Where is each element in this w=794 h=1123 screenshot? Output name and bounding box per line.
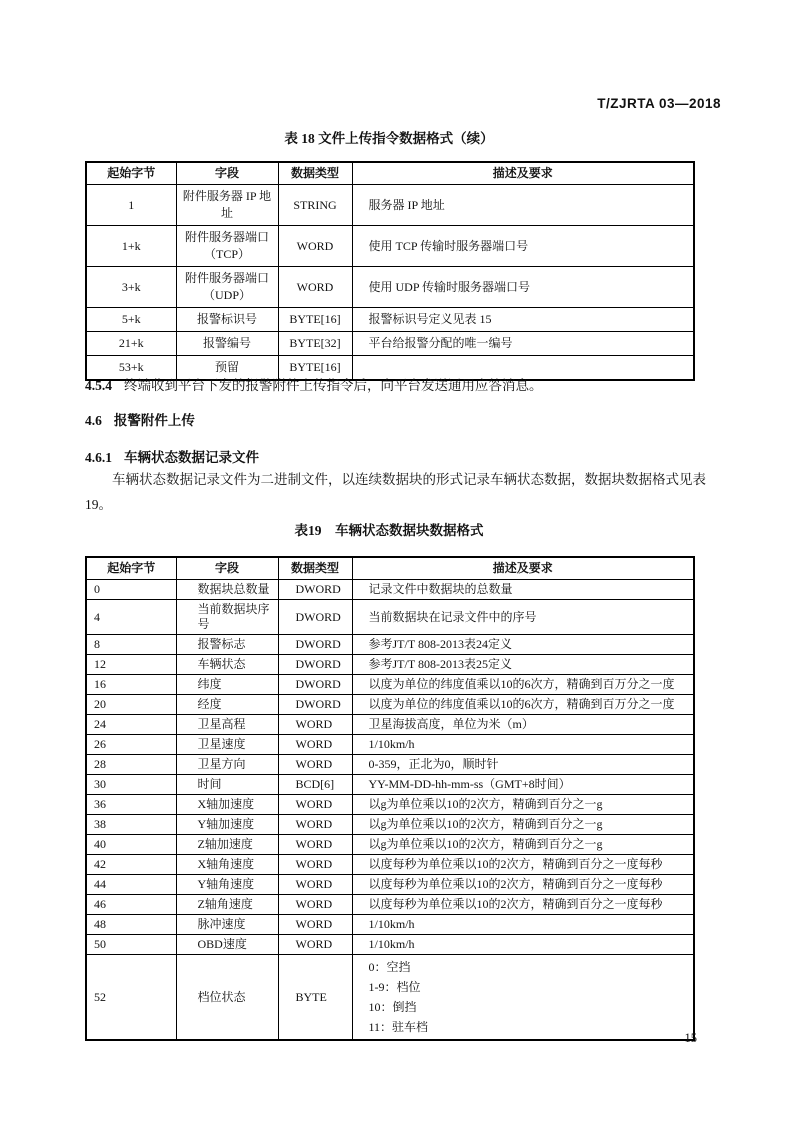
table-cell: OBD速度	[176, 935, 278, 955]
column-header: 字段	[176, 162, 278, 185]
table-cell: 21+k	[86, 332, 176, 356]
table-cell: 44	[86, 875, 176, 895]
clause-4-5-4-text: 终端收到平台下发的报警附件上传指令后，向平台发送通用应答消息。	[124, 378, 543, 393]
table-row	[86, 580, 694, 600]
table-cell: 使用 UDP 传输时服务器端口号	[352, 267, 694, 308]
table-cell: 报警标识号	[176, 308, 278, 332]
cell-line: 10：倒挡	[368, 1000, 417, 1014]
table-cell: 以度为单位的纬度值乘以10的6次方，精确到百万分之一度	[352, 675, 694, 695]
table-cell: 经度	[176, 695, 278, 715]
cell-line: 1-9：档位	[368, 980, 421, 994]
table-cell: DWORD	[278, 600, 352, 635]
table18-caption: 表 18 文件上传指令数据格式（续）	[284, 131, 494, 146]
table-cell: 报警标识号定义见表 15	[352, 308, 694, 332]
table-cell: 8	[86, 635, 176, 655]
table-cell: WORD	[278, 875, 352, 895]
table-cell: BCD[6]	[278, 775, 352, 795]
column-header: 起始字节	[86, 557, 176, 580]
table-row	[86, 695, 694, 715]
table-cell: DWORD	[278, 655, 352, 675]
table-cell: 5+k	[86, 308, 176, 332]
column-header: 描述及要求	[352, 557, 694, 580]
column-header: 数据类型	[278, 557, 352, 580]
heading-4-6-title: 报警附件上传	[113, 413, 195, 428]
table-row	[86, 875, 694, 895]
table-cell: 28	[86, 755, 176, 775]
table-row	[86, 735, 694, 755]
table-row	[86, 835, 694, 855]
table-cell: 0-359，正北为0，顺时针	[352, 755, 694, 775]
table-row	[86, 332, 694, 356]
table-cell: 纬度	[176, 675, 278, 695]
table-cell: 50	[86, 935, 176, 955]
table-cell: 平台给报警分配的唯一编号	[352, 332, 694, 356]
table-cell: 卫星高程	[176, 715, 278, 735]
table-cell: 1/10km/h	[352, 935, 694, 955]
heading-4-6-1	[85, 446, 710, 466]
table-cell: BYTE[16]	[278, 308, 352, 332]
table-cell: 以度每秒为单位乘以10的2次方，精确到百分之一度每秒	[352, 875, 694, 895]
table-cell: 车辆状态	[176, 655, 278, 675]
table-row	[86, 855, 694, 875]
table-cell: 附件服务器端口（UDP）	[176, 267, 278, 308]
table-row	[86, 185, 694, 226]
table-cell: 脉冲速度	[176, 915, 278, 935]
table-cell: 38	[86, 815, 176, 835]
table-cell: YY-MM-DD-hh-mm-ss（GMT+8时间）	[352, 775, 694, 795]
table-cell: 4	[86, 600, 176, 635]
table-19	[85, 556, 695, 1041]
table-cell: 30	[86, 775, 176, 795]
table-cell: WORD	[278, 735, 352, 755]
table-cell	[352, 955, 694, 1041]
table-cell: 附件服务器 IP 地址	[176, 185, 278, 226]
table-cell: 服务器 IP 地址	[352, 185, 694, 226]
table-cell: 12	[86, 655, 176, 675]
table-cell: WORD	[278, 935, 352, 955]
paragraph-4-6-1: 车辆状态数据记录文件为二进制文件，以连续数据块的形式记录车辆状态数据，数据块数据格式见表19。	[85, 472, 706, 512]
table-cell: 16	[86, 675, 176, 695]
table-row	[86, 935, 694, 955]
table-row	[86, 308, 694, 332]
table-cell: Y轴加速度	[176, 815, 278, 835]
table-cell: WORD	[278, 755, 352, 775]
table-cell: DWORD	[278, 635, 352, 655]
table-cell: 以度为单位的纬度值乘以10的6次方，精确到百万分之一度	[352, 695, 694, 715]
table-cell: 以度每秒为单位乘以10的2次方，精确到百分之一度每秒	[352, 855, 694, 875]
table-row	[86, 815, 694, 835]
table-cell: 24	[86, 715, 176, 735]
table-row	[86, 795, 694, 815]
table-cell: STRING	[278, 185, 352, 226]
table-cell: 卫星方向	[176, 755, 278, 775]
table-cell: WORD	[278, 895, 352, 915]
table-cell: WORD	[278, 226, 352, 267]
table-cell: WORD	[278, 815, 352, 835]
table-cell: 1/10km/h	[352, 915, 694, 935]
table-18	[85, 161, 695, 381]
table-cell: WORD	[278, 855, 352, 875]
header-row	[86, 162, 694, 185]
table-cell: DWORD	[278, 580, 352, 600]
table-cell: 以g为单位乘以10的2次方，精确到百分之一g	[352, 815, 694, 835]
table-cell: BYTE[32]	[278, 332, 352, 356]
table-cell: WORD	[278, 267, 352, 308]
table-cell: 53+k	[86, 356, 176, 381]
table-cell: 记录文件中数据块的总数量	[352, 580, 694, 600]
table-row	[86, 675, 694, 695]
table19-caption: 表19 车辆状态数据块数据格式	[294, 523, 484, 538]
table-row	[86, 655, 694, 675]
table-cell: Z轴加速度	[176, 835, 278, 855]
header-row	[86, 557, 694, 580]
table-row	[86, 955, 694, 1041]
heading-4-6	[85, 409, 710, 429]
table-cell: X轴角速度	[176, 855, 278, 875]
table-cell: WORD	[278, 715, 352, 735]
table-cell: DWORD	[278, 695, 352, 715]
table-cell: 52	[86, 955, 176, 1041]
table-cell: 以度每秒为单位乘以10的2次方，精确到百分之一度每秒	[352, 895, 694, 915]
table-cell: 以g为单位乘以10的2次方，精确到百分之一g	[352, 795, 694, 815]
heading-4-6-1-number: 4.6.1	[85, 450, 112, 465]
table-cell: 报警标志	[176, 635, 278, 655]
clause-4-5-4-number: 4.5.4	[85, 378, 112, 393]
table-row	[86, 715, 694, 735]
table-cell: BYTE	[278, 955, 352, 1041]
table-row	[86, 915, 694, 935]
table-row	[86, 226, 694, 267]
heading-4-6-number: 4.6	[85, 413, 102, 428]
table-cell: 以g为单位乘以10的2次方，精确到百分之一g	[352, 835, 694, 855]
table-cell: 3+k	[86, 267, 176, 308]
table-cell: X轴加速度	[176, 795, 278, 815]
page-number: 15	[684, 1031, 697, 1045]
table-cell: 当前数据块在记录文件中的序号	[352, 600, 694, 635]
table-cell: 0	[86, 580, 176, 600]
table-cell: Z轴角速度	[176, 895, 278, 915]
table-cell: WORD	[278, 915, 352, 935]
clause-4-5-4	[85, 375, 710, 397]
table-cell: WORD	[278, 795, 352, 815]
table-cell: 报警编号	[176, 332, 278, 356]
table-cell: 档位状态	[176, 955, 278, 1041]
table-cell: 42	[86, 855, 176, 875]
table-cell: 数据块总数量	[176, 580, 278, 600]
table-cell: 1	[86, 185, 176, 226]
table-row	[86, 755, 694, 775]
column-header: 数据类型	[278, 162, 352, 185]
table-row	[86, 895, 694, 915]
table-cell: 当前数据块序号	[176, 600, 278, 635]
table-cell: 48	[86, 915, 176, 935]
cell-line: 11：驻车档	[368, 1020, 429, 1034]
table-cell: 预留	[176, 356, 278, 381]
table-cell: Y轴角速度	[176, 875, 278, 895]
column-header: 字段	[176, 557, 278, 580]
table-row	[86, 775, 694, 795]
table-cell: 20	[86, 695, 176, 715]
table-cell: BYTE[16]	[278, 356, 352, 381]
table-cell: 40	[86, 835, 176, 855]
table-cell: 卫星速度	[176, 735, 278, 755]
table-row	[86, 267, 694, 308]
table-cell: DWORD	[278, 675, 352, 695]
table-cell: 附件服务器端口（TCP）	[176, 226, 278, 267]
table-cell: 1+k	[86, 226, 176, 267]
table-cell: WORD	[278, 835, 352, 855]
table-cell: 参考JT/T 808-2013表24定义	[352, 635, 694, 655]
table-row	[86, 635, 694, 655]
table-cell: 卫星海拔高度，单位为米（m）	[352, 715, 694, 735]
table-cell: 参考JT/T 808-2013表25定义	[352, 655, 694, 675]
table-cell: 26	[86, 735, 176, 755]
table-row	[86, 600, 694, 635]
table-cell: 46	[86, 895, 176, 915]
column-header: 描述及要求	[352, 162, 694, 185]
table-cell: 36	[86, 795, 176, 815]
heading-4-6-1-title: 车辆状态数据记录文件	[124, 450, 259, 465]
cell-line: 0：空挡	[368, 960, 411, 974]
doc-number: T/ZJRTA 03—2018	[597, 96, 721, 111]
table-cell: 时间	[176, 775, 278, 795]
table-cell: 1/10km/h	[352, 735, 694, 755]
table-cell: 使用 TCP 传输时服务器端口号	[352, 226, 694, 267]
column-header: 起始字节	[86, 162, 176, 185]
